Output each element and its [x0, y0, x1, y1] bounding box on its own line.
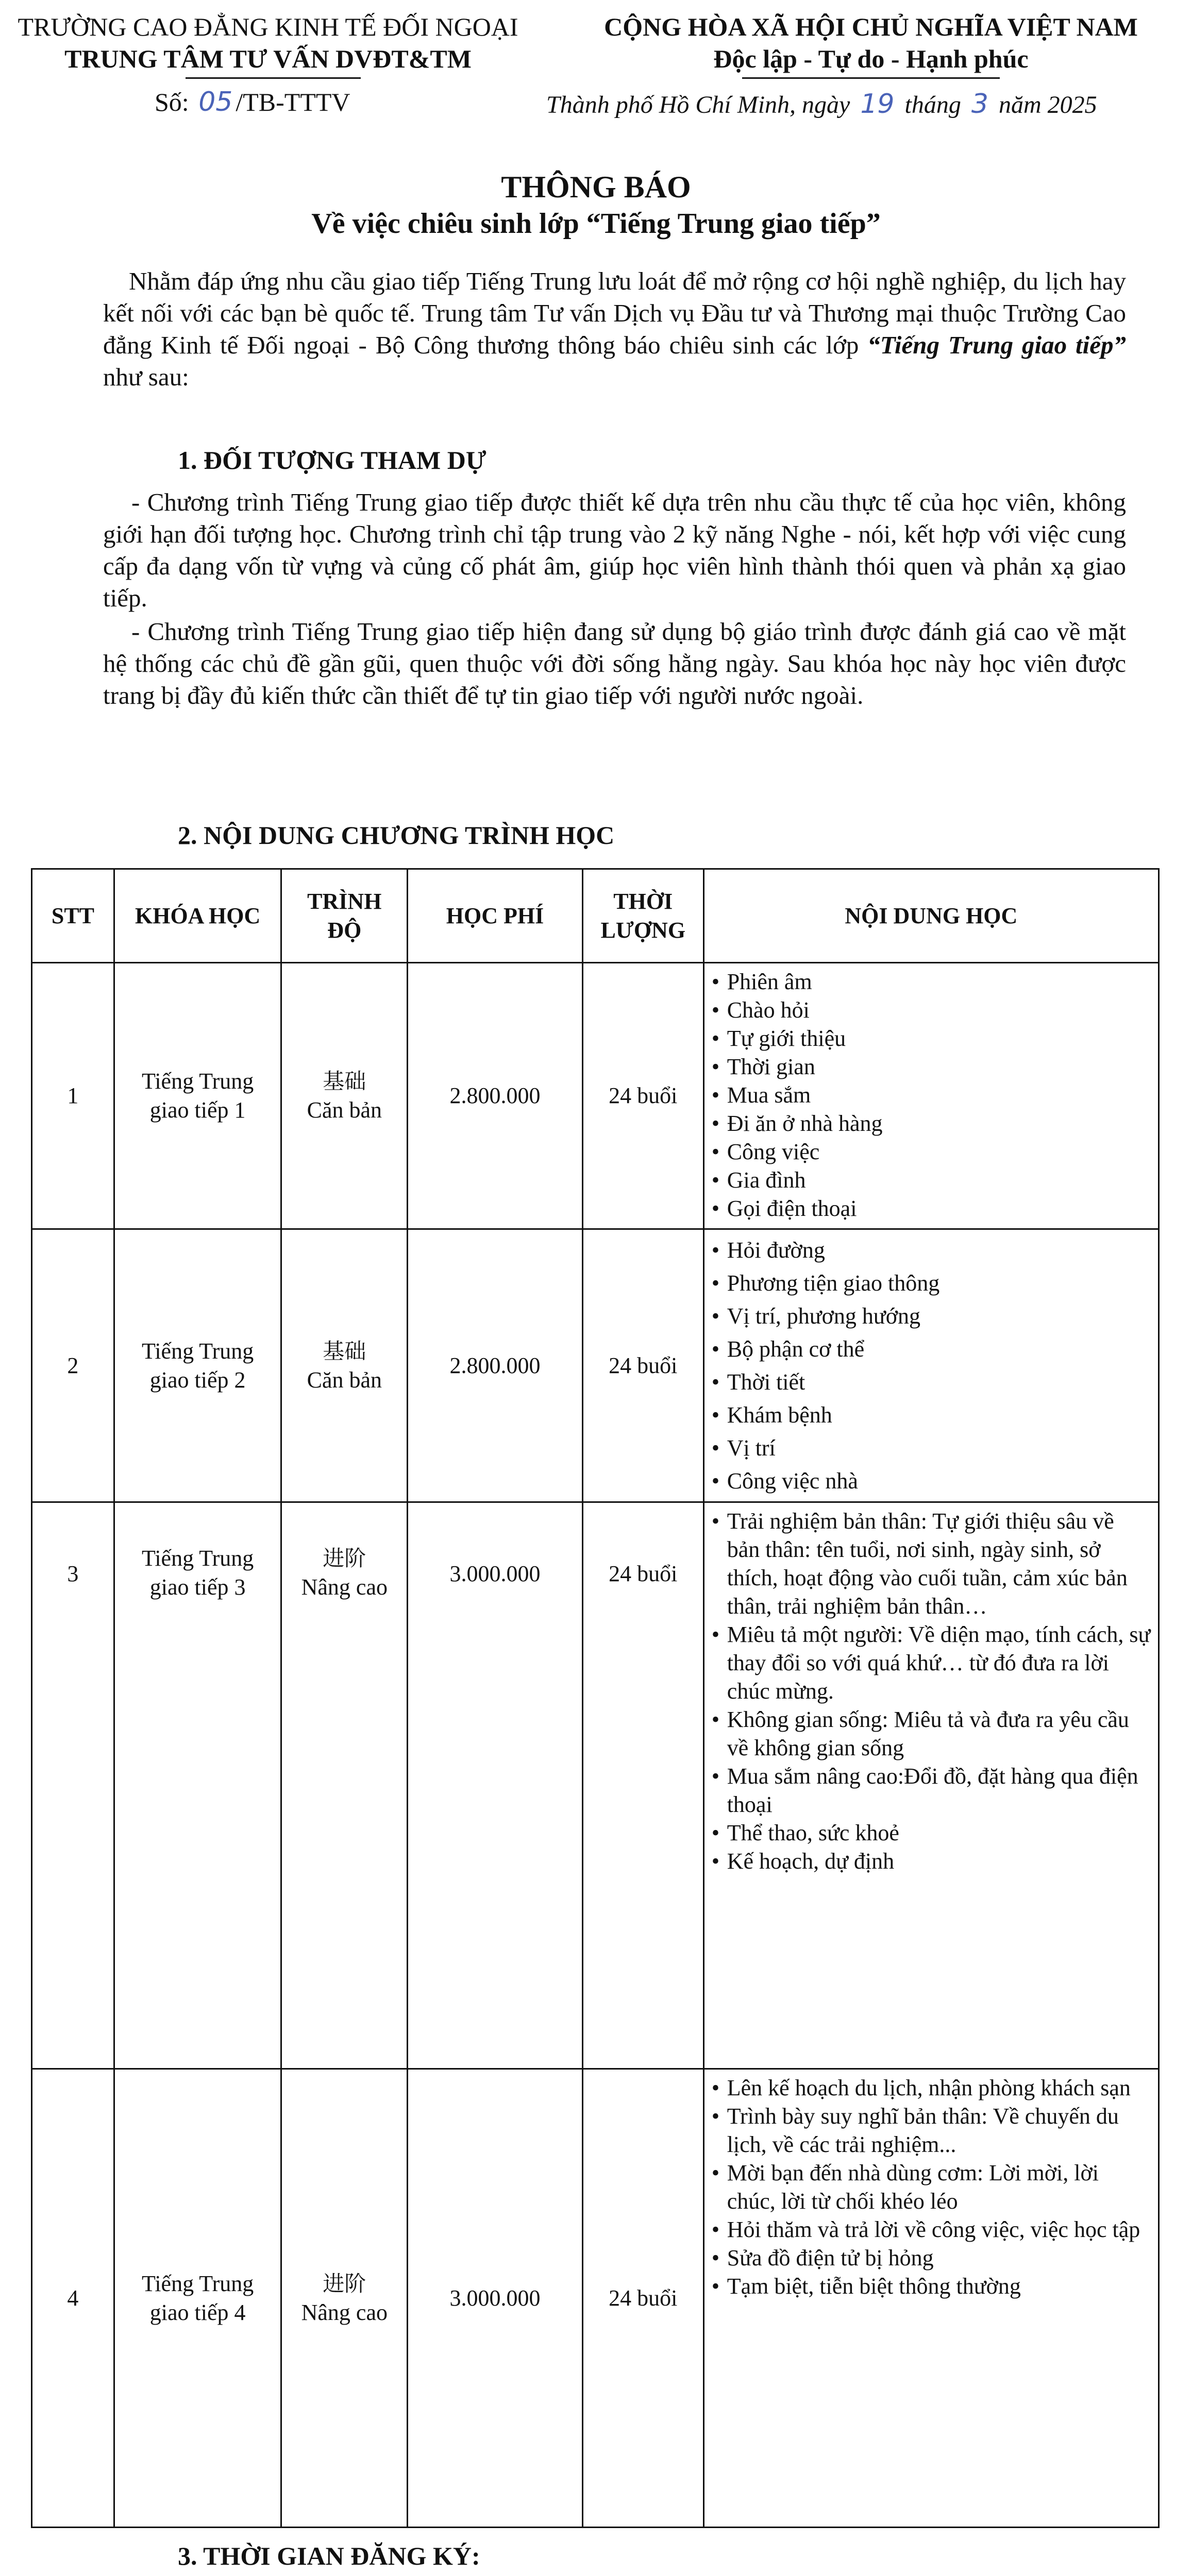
row-course: Tiếng Trung giao tiếp 3 [114, 1502, 281, 2069]
list-item: • Hỏi đường [712, 1234, 1151, 1267]
list-item: • Hỏi thăm và trả lời về công việc, việc học tập [712, 2215, 1151, 2244]
column-header: KHÓA HỌC [114, 869, 281, 963]
row-stt: 4 [32, 2069, 114, 2528]
row-fee: 3.000.000 [408, 2069, 583, 2528]
org-parent: TRƯỜNG CAO ĐẲNG KINH TẾ ĐỐI NGOẠI [18, 12, 518, 41]
nation-motto: Độc lập - Tự do - Hạnh phúc [713, 44, 1029, 73]
row-stt: 1 [32, 963, 114, 1229]
list-item: • Gia đình [712, 1166, 1151, 1194]
table-row [32, 963, 1159, 1229]
list-item: • Bộ phận cơ thể [712, 1333, 1151, 1366]
level-chinese: 进阶 [323, 1546, 366, 1571]
level-vietnamese: Căn bản [307, 1367, 382, 1393]
section1-heading: 1. ĐỐI TƯỢNG THAM DỰ [178, 446, 486, 474]
issue-date [546, 89, 1097, 121]
row-level [281, 1502, 408, 2069]
level-vietnamese: Nâng cao [301, 2299, 388, 2325]
table-row [32, 1502, 1159, 2069]
level-chinese: 进阶 [323, 2270, 366, 2296]
row-content [703, 1502, 1159, 2069]
list-item: • Công việc nhà [712, 1465, 1151, 1498]
header-right-rule [742, 77, 1000, 79]
row-duration: 24 buổi [582, 1229, 703, 1502]
notice-title: THÔNG BÁO [501, 170, 691, 204]
list-item: • Tạm biệt, tiễn biệt thông thường [712, 2272, 1151, 2300]
row-content [703, 963, 1159, 1229]
row-fee: 3.000.000 [408, 1502, 583, 2069]
level-chinese: 基础 [323, 1338, 366, 1364]
org-unit: TRUNG TÂM TƯ VẤN DVĐT&TM [64, 44, 472, 73]
doc-number-label: Số: [155, 88, 189, 116]
table-row [32, 1229, 1159, 1502]
list-item: • Trải nghiệm bản thân: Tự giới thiệu sâu về bản thân: tên tuổi, nơi sinh, ngày sinh, sở thích, hoạt động vào cuối tuần, cảm xúc bản thân, trải nghiệm bản thân… [712, 1507, 1151, 1620]
column-header: TRÌNH ĐỘ [281, 869, 408, 963]
date-month-label: tháng [904, 91, 961, 118]
intro-text: Nhằm đáp ứng nhu cầu giao tiếp Tiếng Trung lưu loát để mở rộng cơ hội nghề nghiệp, du lịch hay kết nối với các bạn bè quốc tế. Trung tâm Tư vấn Dịch vụ Đầu tư và Thương mại thuộc Trường Cao đẳng Kinh tế Đối ngoại - Bộ Công thương thông báo chiêu sinh các lớp [103, 267, 1126, 359]
list-item: • Gọi điện thoại [712, 1194, 1151, 1223]
row-course: Tiếng Trung giao tiếp 1 [114, 963, 281, 1229]
row-stt: 3 [32, 1502, 114, 2069]
list-item: • Đi ăn ở nhà hàng [712, 1109, 1151, 1138]
row-fee: 2.800.000 [408, 963, 583, 1229]
intro-paragraph [103, 265, 1126, 393]
row-duration: 24 buổi [582, 963, 703, 1229]
doc-number [155, 87, 350, 117]
list-item: • Miêu tả một người: Về diện mạo, tính cách, sự thay đổi so với quá khứ… từ đó đưa ra lời chúc mừng. [712, 1620, 1151, 1705]
list-item: • Tự giới thiệu [712, 1024, 1151, 1053]
header-left-rule [186, 77, 361, 79]
column-header: HỌC PHÍ [408, 869, 583, 963]
list-item: • Thời tiết [712, 1366, 1151, 1399]
date-day: 19 [860, 89, 895, 120]
row-stt: 2 [32, 1229, 114, 1502]
date-prefix: Thành phố Hồ Chí Minh, ngày [546, 91, 850, 118]
list-item: • Không gian sống: Miêu tả và đưa ra yêu cầu về không gian sống [712, 1705, 1151, 1762]
section1-paragraph-1: - Chương trình Tiếng Trung giao tiếp được thiết kế dựa trên nhu cầu thực tế của học viên, không giới hạn đối tượng học. Chương trình chỉ tập trung vào 2 kỹ năng Nghe - nói, kết hợp với việc cung cấp đa dạng vốn từ vựng và củng cố phát âm, giúp học viên hình thành thói quen và phản xạ giao tiếp. [103, 488, 1126, 612]
column-header: THỜI LƯỢNG [582, 869, 703, 963]
list-item: • Thời gian [712, 1053, 1151, 1081]
list-item: • Vị trí, phương hướng [712, 1300, 1151, 1333]
list-item: • Mời bạn đến nhà dùng cơm: Lời mời, lời chúc, lời từ chối khéo léo [712, 2159, 1151, 2215]
row-level [281, 2069, 408, 2528]
row-content [703, 2069, 1159, 2528]
list-item: • Khám bệnh [712, 1399, 1151, 1432]
row-course: Tiếng Trung giao tiếp 2 [114, 1229, 281, 1502]
list-item: • Kế hoạch, dự định [712, 1847, 1151, 1875]
nation-title: CỘNG HÒA XÃ HỘI CHỦ NGHĨA VIỆT NAM [604, 12, 1138, 41]
list-item: • Vị trí [712, 1432, 1151, 1465]
doc-number-suffix: /TB-TTTV [236, 88, 350, 116]
course-table [31, 868, 1160, 2528]
level-chinese: 基础 [323, 1069, 366, 1094]
list-item: • Công việc [712, 1138, 1151, 1166]
date-month: 3 [971, 89, 988, 120]
list-item: • Lên kế hoạch du lịch, nhận phòng khách sạn [712, 2074, 1151, 2102]
row-level [281, 963, 408, 1229]
table-row [32, 2069, 1159, 2528]
list-item: • Mua sắm [712, 1081, 1151, 1109]
intro-emphasis: “Tiếng Trung giao tiếp” [867, 331, 1126, 359]
level-vietnamese: Căn bản [307, 1097, 382, 1123]
doc-number-value: 05 [198, 87, 233, 117]
row-duration: 24 buổi [582, 1502, 703, 2069]
row-content [703, 1229, 1159, 1502]
list-item: • Trình bày suy nghĩ bản thân: Về chuyến du lịch, về các trải nghiệm... [712, 2102, 1151, 2159]
section1-paragraph-2: - Chương trình Tiếng Trung giao tiếp hiện đang sử dụng bộ giáo trình được đánh giá cao về mặt hệ thống các chủ đề gần gũi, quen thuộc với đời sống hằng ngày. Sau khóa học này học viên được trang bị đầy đủ kiến thức cần thiết để tự tin giao tiếp với người nước ngoài. [103, 617, 1126, 709]
list-item: • Sửa đồ điện tử bị hỏng [712, 2244, 1151, 2272]
row-level [281, 1229, 408, 1502]
list-item: • Thể thao, sức khoẻ [712, 1819, 1151, 1847]
column-header: STT [32, 869, 114, 963]
list-item: • Phiên âm [712, 968, 1151, 996]
date-year: năm 2025 [998, 91, 1097, 118]
intro-tail: như sau: [103, 363, 189, 391]
row-course: Tiếng Trung giao tiếp 4 [114, 2069, 281, 2528]
table-header-row [32, 869, 1159, 963]
section2-heading: 2. NỘI DUNG CHƯƠNG TRÌNH HỌC [178, 821, 615, 850]
row-fee: 2.800.000 [408, 1229, 583, 1502]
level-vietnamese: Nâng cao [301, 1574, 388, 1600]
list-item: • Chào hỏi [712, 996, 1151, 1024]
section3-heading: 3. THỜI GIAN ĐĂNG KÝ: [178, 2541, 480, 2570]
list-item: • Mua sắm nâng cao:Đổi đồ, đặt hàng qua điện thoại [712, 1762, 1151, 1819]
notice-subtitle: Về việc chiêu sinh lớp “Tiếng Trung giao tiếp” [311, 208, 881, 240]
row-duration: 24 buổi [582, 2069, 703, 2528]
list-item: • Phương tiện giao thông [712, 1267, 1151, 1300]
column-header: NỘI DUNG HỌC [703, 869, 1159, 963]
